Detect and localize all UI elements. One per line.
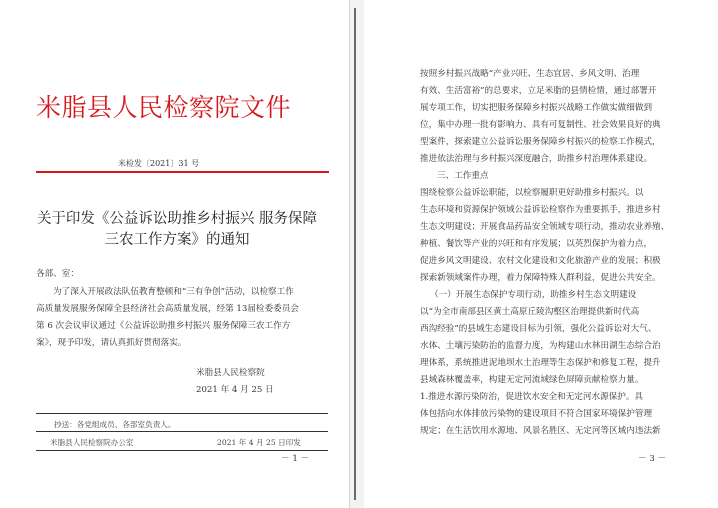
text-line: 有效、生活富裕”的总要求，立足米脂的县情检情，通过部署开 (420, 86, 657, 96)
text-line: 1.推进水源污染防治，促进饮水安全和无定河水源保护。具 (420, 392, 644, 402)
page-number: － 3 － (638, 454, 667, 464)
red-header-rule (36, 171, 329, 173)
text-line: 促进乡风文明建设、农村文化建设和文化旅游产业的发展；积极 (420, 256, 661, 266)
text-line: 体包括向水体排放污染物的建设项目不符合国家环境保护管理 (420, 409, 653, 419)
signing-date: 2021 年 4 月 25 日 (196, 385, 274, 395)
right-page (364, 0, 718, 508)
subsection-heading: （一）开展生态保护专项行动，助推乡村生态文明建设 (430, 290, 637, 300)
text-line: 位，集中办理一批有影响力、具有可复制性、社会效果良好的典 (420, 120, 661, 130)
text-line: 生态文明建设；开展食品药品安全领域专项行动，推动农业养殖、 (420, 222, 670, 232)
text-line: 规定；在生活饮用水源地、风景名胜区、无定河等区域内违法新 (420, 426, 661, 436)
text-line: 生态环境和资源保护领域公益诉讼检察作为重要抓手，推进乡村 (420, 205, 661, 215)
signing-organization: 米脂县人民检察院 (196, 368, 265, 378)
document-header-title: 米脂县人民检察院文件 (36, 93, 292, 122)
text-line: 县域森林覆盖率，构建无定河流域绿色屏障贡献检察力量。 (420, 375, 644, 385)
text-line: 西沟经验”的县域生态建设目标为引领，强化公益诉讼对大气、 (420, 324, 657, 334)
cc-top-rule (36, 413, 328, 414)
body-line: 察工作高质量发展服务保障全县经济社会高质量发展，经第 13 (36, 287, 294, 314)
notice-body (36, 284, 300, 352)
addressee: 各部、室： (36, 269, 79, 279)
text-line: 以“为全市南部县区黄土高原丘陵沟壑区治理提供新时代高 (420, 307, 640, 317)
text-line: 型案件，探索建立公益诉讼服务保障乡村振兴的检察工作模式， (420, 137, 661, 147)
text-line: 展专项工作，切实把服务保障乡村振兴战略工作做实做细做到 (420, 103, 653, 113)
section-heading: 三、工作重点 (437, 171, 489, 181)
text-line: 按照乡村振兴战略“产业兴旺、生态宜居、乡风文明、治理 (420, 69, 640, 79)
body-line: 为了深入开展政法队伍教育整顿和“三有争创”活动，以检 (53, 287, 269, 297)
body-line: 务保障三农工作方案》，现予印发，请认真抓好贯彻落实。 (36, 321, 291, 348)
document-number: 米检发〔2021〕31 号 (118, 159, 200, 168)
page-separator-line (354, 8, 356, 500)
cc-bottom-rule (36, 431, 328, 432)
page-number: － 1 － (281, 454, 310, 464)
text-line: 水体、土壤污染防治的监督力度，为构建山水林田湖生态综合治 (420, 341, 661, 351)
left-page (0, 0, 349, 508)
issue-date: 2021 年 4 月 25 日印发 (217, 438, 301, 447)
notice-title: 关于印发《公益诉讼助推乡村振兴 服务保障三农工作方案》的通知 (36, 211, 318, 248)
issuing-office: 米脂县人民检察院办公室 (50, 438, 134, 447)
body-line: 届检委委员会第 6 次会议审议通过《公益诉讼助推乡村振兴 服 (36, 304, 299, 331)
text-line: 推进依法治理与乡村振兴深度融合，助推乡村治理体系建设。 (420, 154, 653, 164)
text-line: 探索新领域案件办理，着力保障特殊人群利益，促进公共安全。 (420, 273, 661, 283)
footer-rule (36, 450, 328, 451)
text-line: 种植、餐饮等产业的兴旺和有序发展；以英烈保护为着力点， (420, 239, 653, 249)
cc-line: 抄送：各党组成员、各部室负责人。 (54, 420, 176, 429)
right-intro-paragraph (420, 66, 700, 440)
text-line: 围绕检察公益诉讼职能，以检察履职更好助推乡村振兴。以 (420, 188, 644, 198)
text-line: 理体系，系统推进泥地坝水土治理等生态保护和修复工程，提升 (420, 358, 661, 368)
